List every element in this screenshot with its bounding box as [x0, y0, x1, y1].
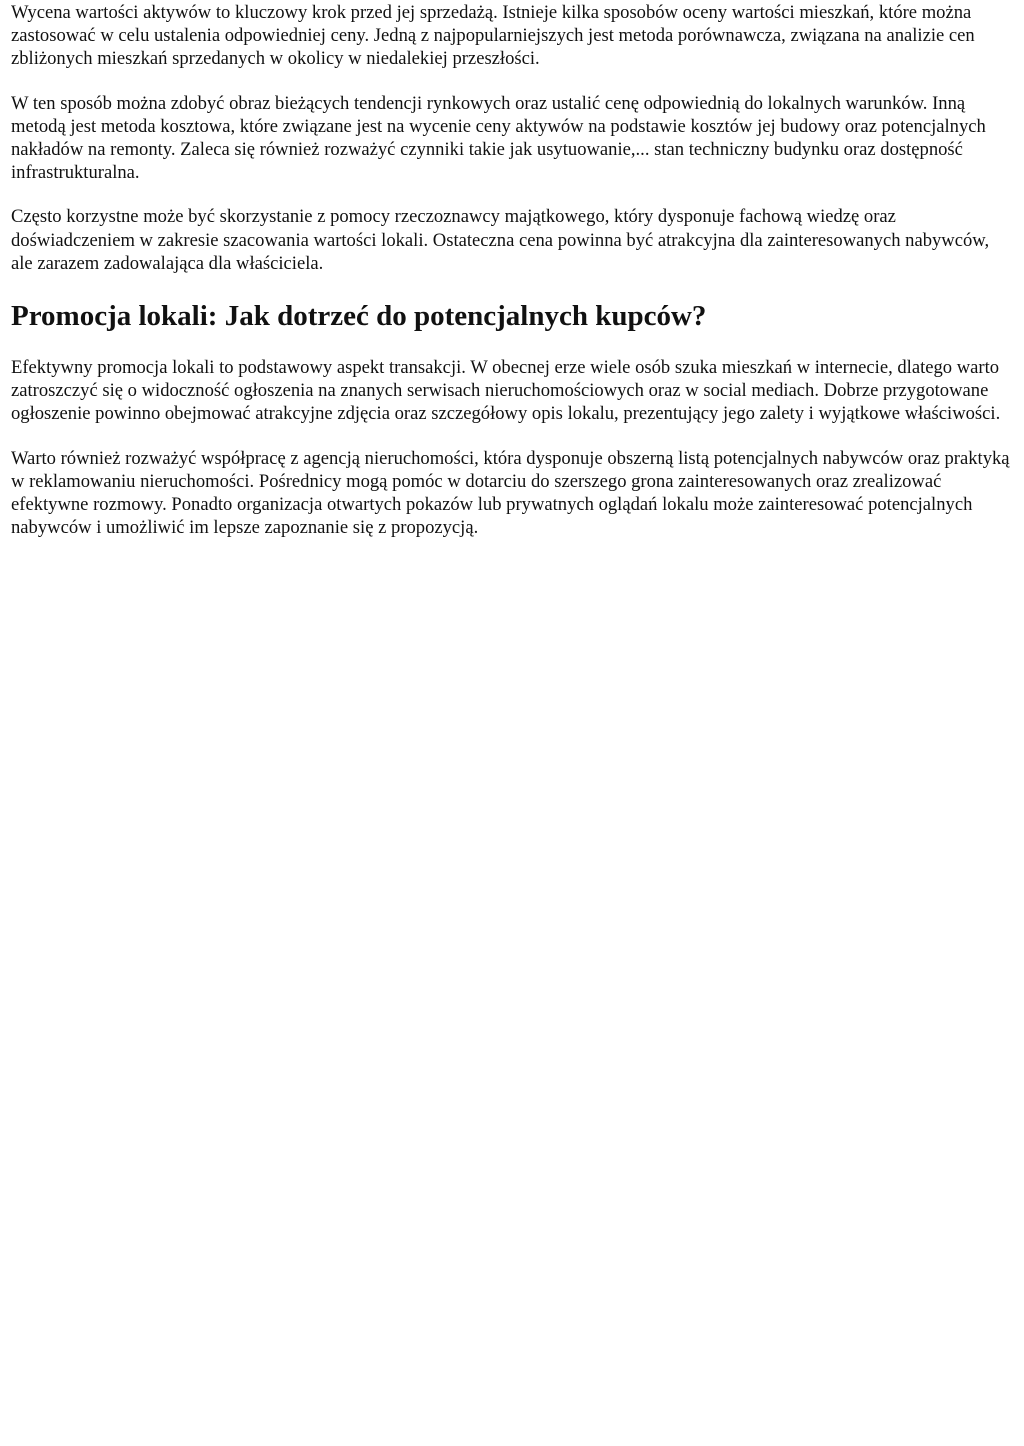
section-heading: Promocja lokali: Jak dotrzeć do potencjalnych kupców?	[11, 300, 707, 333]
paragraph-cost-method: W ten sposób można zdobyć obraz bieżących tendencji rynkowych oraz ustalić cenę odpowiednią do lokalnych warunków. Inną metodą jest metoda kosztowa, które związane jest na wycenie ceny aktywów na podstawie kosztów jej budowy oraz potencjalnych nakładów na remonty. Zaleca się również rozważyć czynniki takie jak usytuowanie,... stan techniczny budynku oraz dostępność infrastrukturalna.	[11, 92, 986, 184]
article-body	[11, 0, 1013, 539]
paragraph-valuation-intro: Wycena wartości aktywów to kluczowy krok przed jej sprzedażą. Istnieje kilka sposobów oceny wartości mieszkań, które można zastosować w celu ustalenia odpowiedniej ceny. Jedną z najpopularniejszych jest metoda porównawcza, związana na analizie cen zbliżonych mieszkań sprzedanych w okolicy w niedalekiej przeszłości.	[11, 2, 975, 70]
paragraph-appraiser: Często korzystne może być skorzystanie z pomocy rzeczoznawcy majątkowego, który dysponuje fachową wiedzę oraz doświadczeniem w zakresie szacowania wartości lokali. Ostateczna cena powinna być atrakcyjna dla zainteresowanych nabywców, ale zarazem zadowalająca dla właściciela.	[11, 206, 990, 274]
paragraph-agency: Warto również rozważyć współpracę z agencją nieruchomości, która dysponuje obszerną listą potencjalnych nabywców oraz praktyką w reklamowaniu nieruchomości. Pośrednicy mogą pomóc w dotarciu do szerszego grona zainteresowanych oraz zrealizować efektywne rozmowy. Ponadto organizacja otwartych pokazów lub prywatnych oglądań lokalu może zainteresować potencjalnych nabywców i umożliwić im lepsze zapoznanie się z propozycją.	[11, 447, 1010, 539]
paragraph-promotion: Efektywny promocja lokali to podstawowy aspekt transakcji. W obecnej erze wiele osób szuka mieszkań w internecie, dlatego warto zatroszczyć się o widoczność ogłoszenia na znanych serwisach nieruchomościowych oraz w social mediach. Dobrze przygotowane ogłoszenie powinno obejmować atrakcyjne zdjęcia oraz szczegółowy opis lokalu, prezentujący jego zalety i wyjątkowe właściwości.	[11, 357, 1001, 425]
